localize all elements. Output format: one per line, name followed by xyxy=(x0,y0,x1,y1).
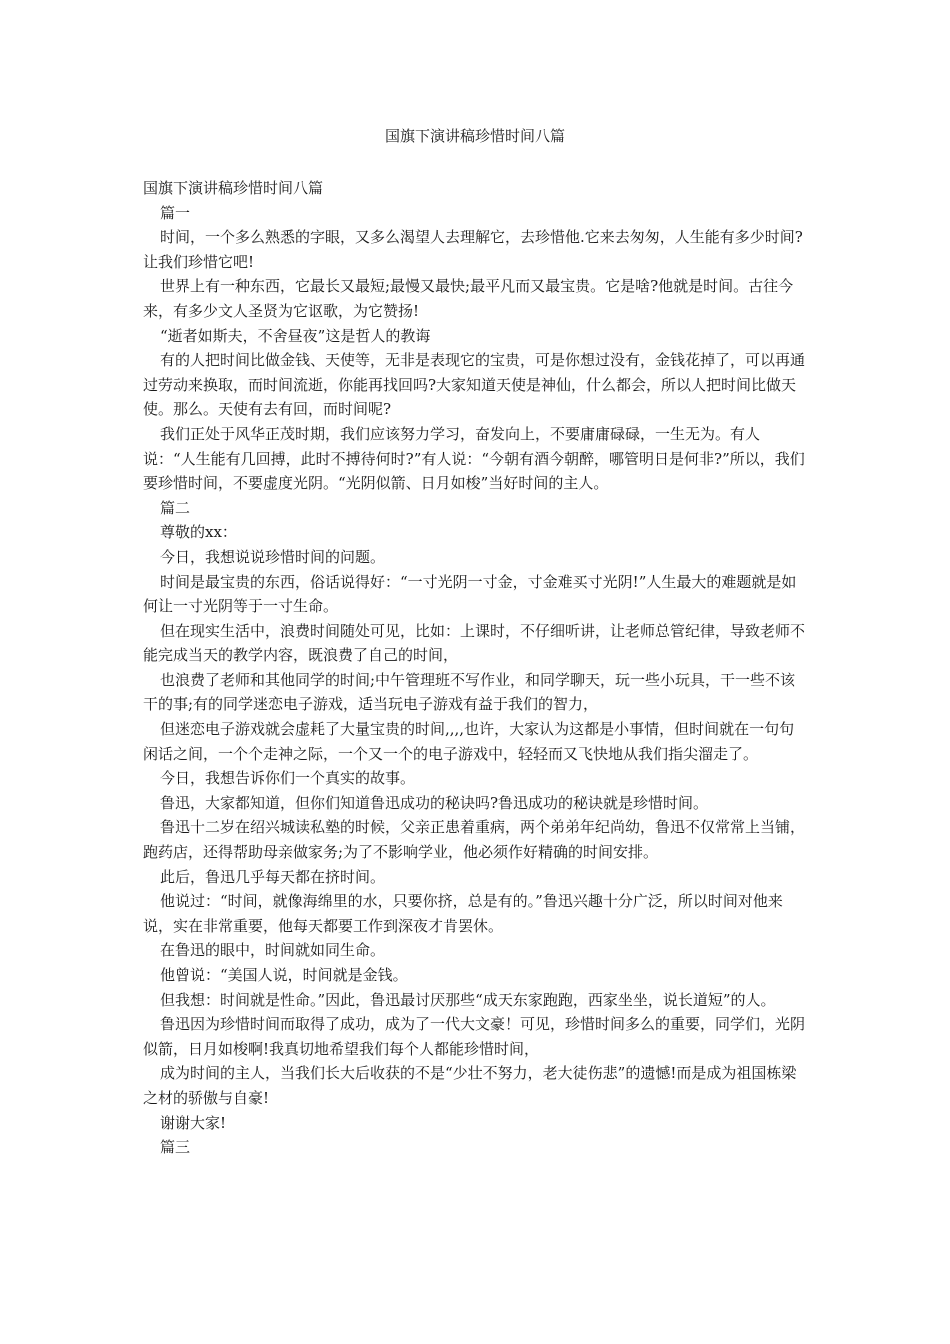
paragraph: 世界上有一种东西，它最长又最短;最慢又最快;最平凡而又最宝贵。它是啥?他就是时间。古往今来，有多少文人圣贤为它讴歌，为它赞扬! xyxy=(143,277,794,320)
paragraph: “逝者如斯夫，不舍昼夜”这是哲人的教诲 xyxy=(160,326,431,345)
paragraph: 他曾说：“美国人说，时间就是金钱。 xyxy=(160,966,408,984)
paragraph: 但我想：时间就是性命。”因此，鲁迅最讨厌那些“成天东家跑跑，西家坐坐，说长道短”的人。 xyxy=(160,990,776,1009)
section-heading-3: 篇三 xyxy=(160,1138,191,1157)
paragraph: 此后，鲁迅几乎每天都在挤时间。 xyxy=(160,867,386,886)
paragraph: 我们正处于风华正茂时期，我们应该努力学习，奋发向上，不要庸庸碌碌，一生无为。有人说：“人生能有几回搏，此时不搏待何时?”有人说：“今朝有酒今朝醉，哪管明日是何非?”所以，我们要珍惜时间，不要虚度光阴。“光阴似箭、日月如梭”当好时间的主人。 xyxy=(143,424,805,493)
paragraph: 他说过：“时间，就像海绵里的水，只要你挤，总是有的。”鲁迅兴趣十分广泛，所以时间对他来说，实在非常重要，他每天都要工作到深夜才肯罢休。 xyxy=(143,892,783,935)
paragraph: 时间，一个多么熟悉的字眼，又多么渴望人去理解它，去珍惜他.它来去匆匆，人生能有多少时间?让我们珍惜它吧! xyxy=(143,228,803,271)
paragraph: 有的人把时间比做金钱、天使等，无非是表现它的宝贵，可是你想过没有，金钱花掉了，可以再通过劳动来换取，而时间流逝，你能再找回吗?大家知道天使是神仙，什么都会，所以人把时间比做天使。那么。天使有去有回，而时间呢? xyxy=(143,351,806,419)
paragraph: 但在现实生活中，浪费时间随处可见，比如：上课时，不仔细听讲，让老师总管纪律，导致老师不能完成当天的教学内容，既浪费了自己的时间， xyxy=(143,621,806,665)
paragraph: 鲁迅因为珍惜时间而取得了成功，成为了一代大文豪！可见，珍惜时间多么的重要，同学们，光阴似箭，日月如梭啊!我真切地希望我们每个人都能珍惜时间， xyxy=(143,1015,806,1058)
document-title: 国旗下演讲稿珍惜时间八篇 xyxy=(384,127,565,145)
paragraph: 也浪费了老师和其他同学的时间;中午管理班不写作业，和同学聊天，玩一些小玩具，干一些不该干的事;有的同学迷恋电子游戏，适当玩电子游戏有益于我们的智力， xyxy=(143,670,796,714)
paragraph: 今日，我想说说珍惜时间的问题。 xyxy=(160,547,386,566)
section-heading-1: 篇一 xyxy=(160,203,191,222)
paragraph: 鲁迅，大家都知道，但你们知道鲁迅成功的秘诀吗?鲁迅成功的秘诀就是珍惜时间。 xyxy=(160,793,709,812)
salutation: 尊敬的xx： xyxy=(160,523,237,542)
section-heading-2: 篇二 xyxy=(160,498,191,517)
paragraph: 时间是最宝贵的东西，俗话说得好：“一寸光阴一寸金，寸金难买寸光阴!”人生最大的难题就是如何让一寸光阴等于一寸生命。 xyxy=(143,572,797,616)
paragraph: 成为时间的主人，当我们长大后收获的不是“少壮不努力，老大徒伤悲”的遗憾!而是成为祖国栋梁之材的骄傲与自豪! xyxy=(143,1064,797,1107)
closing: 谢谢大家! xyxy=(160,1113,227,1132)
document-body xyxy=(143,176,808,1160)
document-heading: 国旗下演讲稿珍惜时间八篇 xyxy=(143,179,324,197)
paragraph: 鲁迅十二岁在绍兴城读私塾的时候，父亲正患着重病，两个弟弟年纪尚幼，鲁迅不仅常常上当铺，跑药店，还得帮助母亲做家务;为了不影响学业，他必须作好精确的时间安排。 xyxy=(143,818,806,862)
paragraph: 今日，我想告诉你们一个真实的故事。 xyxy=(160,769,416,788)
paragraph: 但迷恋电子游戏就会虚耗了大量宝贵的时间,,,,也许，大家认为这都是小事情，但时间就在一句句闲话之间，一个个走神之际，一个又一个的电子游戏中，轻轻而又飞快地从我们指尖溜走了。 xyxy=(143,720,795,763)
paragraph: 在鲁迅的眼中，时间就如同生命。 xyxy=(160,941,386,960)
